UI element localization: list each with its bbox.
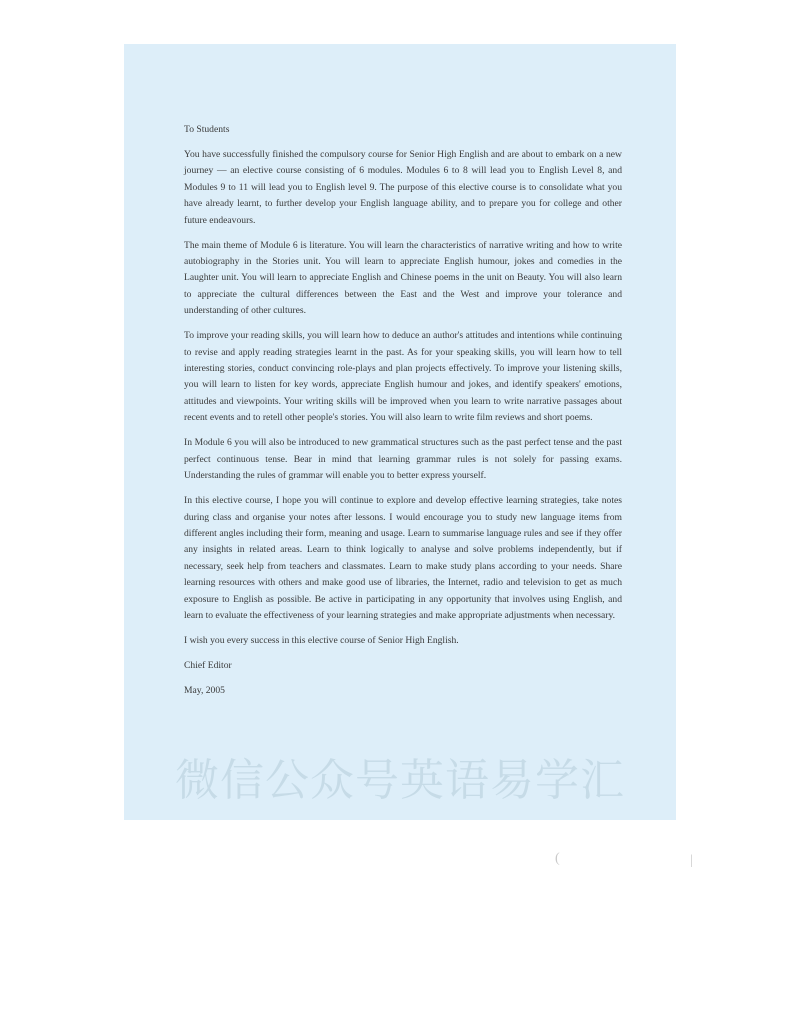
stray-mark-left: ( — [555, 851, 560, 866]
paragraph-module-theme: The main theme of Module 6 is literature. You will learn the characteristics of narrative writing and how to write autobiography in the Stories unit. You will learn to appreciate English humour, jokes and comedies in the Laughter unit. You will learn to appreciate English and Chinese poems in the unit on Beauty. You will also learn to appreciate the cultural differences between the East and the West and improve your tolerance and understanding of other cultures. — [184, 239, 622, 317]
letter-closing: I wish you every success in this elective course of Senior High English. — [184, 634, 459, 646]
watermark-text: 微信公众号英语易学汇 — [175, 755, 625, 806]
letter-body — [184, 122, 622, 708]
paragraph-skills: To improve your reading skills, you will learn how to deduce an author's attitudes and intentions while continuing to revise and apply reading strategies learnt in the past. As for your speaking skills, you will learn how to tell interesting stories, conduct convincing role-plays and plan projects effectively. To improve your listening skills, you will learn to listen for key words, appreciate English humour and jokes, and identify speakers' emotions, attitudes and viewpoints. Your writing skills will be improved when you learn to write narrative passages about recent events and to retell other people's stories. You will also learn to write film reviews and short poems. — [184, 330, 622, 424]
letter-panel — [124, 44, 676, 820]
letter-signature: Chief Editor — [184, 659, 232, 671]
letter-date: May, 2005 — [184, 684, 225, 696]
paragraph-learning-strategies: In this elective course, I hope you will continue to explore and develop effective learning strategies, take notes during class and organise your notes after lessons. I would encourage you to study new language items from different angles including their form, meaning and usage. Learn to summarise language rules and see if they offer any insights in related areas. Learn to think logically to analyse and solve problems independently, but if necessary, seek help from teachers and classmates. Learn to make study plans according to your needs. Share learning resources with others and make good use of libraries, the Internet, radio and television to get as much exposure to English as possible. Be active in participating in any opportunity that involves using English, and learn to evaluate the effectiveness of your learning strategies and make appropriate adjustments when necessary. — [184, 495, 622, 621]
stray-mark-right: | — [690, 853, 693, 868]
letter-greeting: To Students — [184, 124, 230, 135]
paragraph-grammar: In Module 6 you will also be introduced to new grammatical structures such as the past perfect tense and the past perfect continuous tense. Bear in mind that learning grammar rules is not solely for passing exams. Understanding the rules of grammar will enable you to better express yourself. — [184, 437, 622, 482]
paragraph-intro: You have successfully finished the compulsory course for Senior High English and are about to embark on a new journey — an elective course consisting of 6 modules. Modules 6 to 8 will lead you to English Level 8, and Modules 9 to 11 will lead you to English level 9. The purpose of this elective course is to consolidate what you have already learnt, to further develop your English language ability, and to prepare you for college and other future endeavours. — [184, 149, 622, 226]
